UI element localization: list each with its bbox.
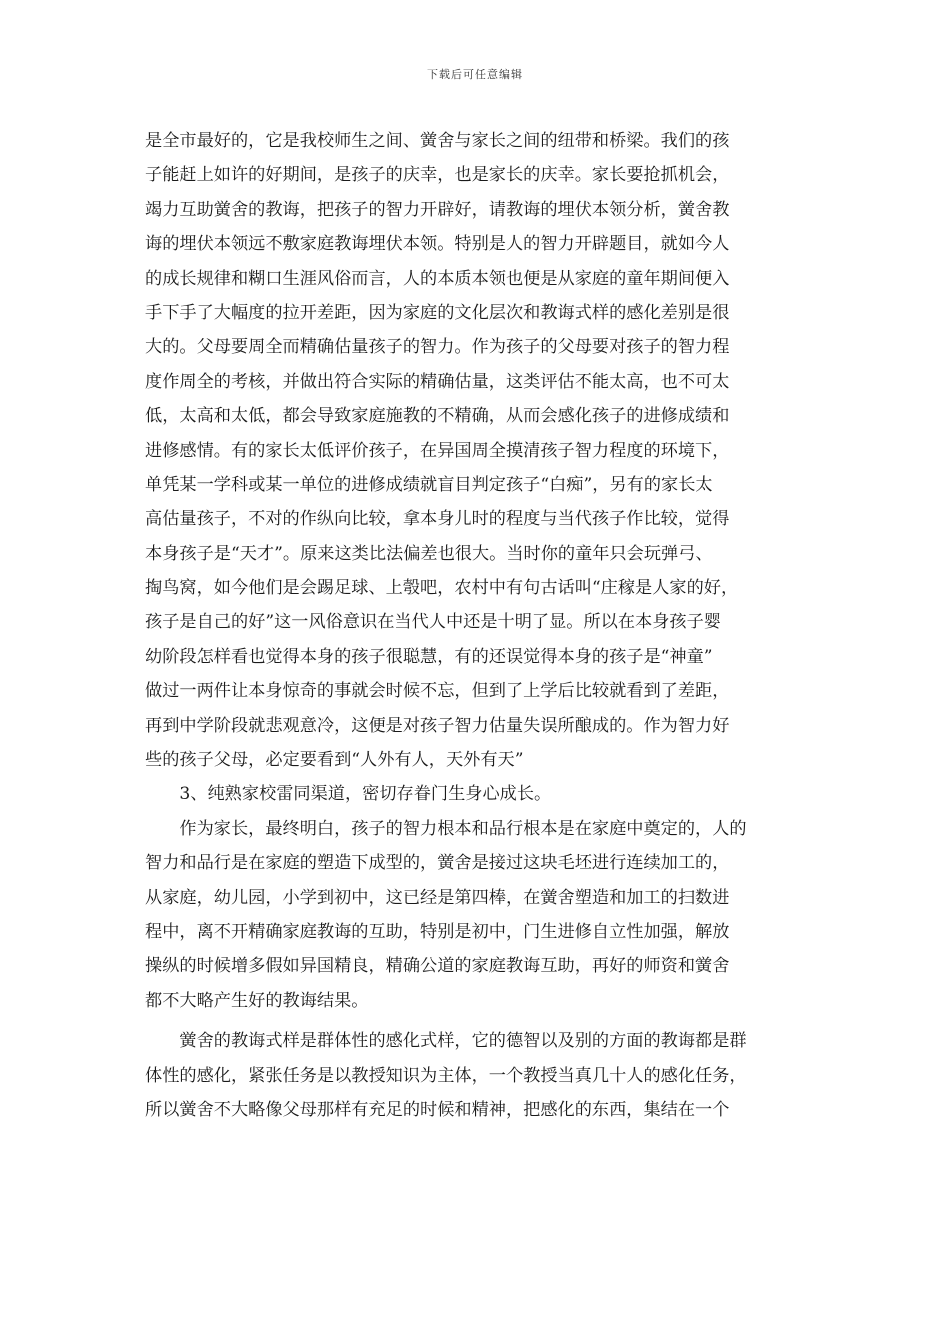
text-line: 都不大略产生好的教诲结果。 <box>145 990 369 1011</box>
text-line: 从家庭，幼儿园，小学到初中，这已经是第四棒，在黉舍塑造和加工的扫数进 <box>145 887 730 908</box>
text-line: 操纵的时候增多假如异国精良，精确公道的家庭教诲互助，再好的师资和黉舍 <box>145 956 730 977</box>
text-line: 作为家长，最终明白，孩子的智力根本和品行根本是在家庭中奠定的，人的 <box>145 818 747 839</box>
text-line: 体性的感化，紧张任务是以教授知识为主体，一个教授当真几十人的感化任务， <box>145 1065 747 1086</box>
page-header: 下载后可任意编辑 <box>427 68 523 81</box>
text-line: 大的。父母要周全而精确估量孩子的智力。作为孩子的父母要对孩子的智力程 <box>145 337 730 358</box>
text-line: 子能赶上如许的好期间，是孩子的庆幸，也是家长的庆幸。家长要抢抓机会， <box>145 165 730 186</box>
document-body <box>145 124 809 1127</box>
text-line: 黉舍的教诲式样是群体性的感化式样，它的德智以及别的方面的教诲都是群 <box>145 1031 747 1052</box>
section-heading: 3、纯熟家校雷同渠道，密切存眷门生身心成长。 <box>145 784 552 805</box>
text-line: 手下手了大幅度的拉开差距，因为家庭的文化层次和教诲式样的感化差别是很 <box>145 302 730 323</box>
text-line: 单凭某一学科或某一单位的进修成绩就盲目判定孩子“白痴”，另有的家长太 <box>145 474 713 495</box>
text-line: 进修感情。有的家长太低评价孩子，在异国周全摸清孩子智力程度的环境下， <box>145 440 730 461</box>
text-line: 幼阶段怎样看也觉得本身的孩子很聪慧，有的还误觉得本身的孩子是“神童” <box>145 646 713 667</box>
text-line: 高估量孩子，不对的作纵向比较，拿本身儿时的程度与当代孩子作比较，觉得 <box>145 509 730 530</box>
text-line: 低，太高和太低，都会导致家庭施教的不精确，从而会感化孩子的进修成绩和 <box>145 406 730 427</box>
text-line: 竭力互助黉舍的教诲，把孩子的智力开辟好，请教诲的埋伏本领分析，黉舍教 <box>145 199 730 220</box>
text-line: 本身孩子是“天才”。原来这类比法偏差也很大。当时你的童年只会玩弹弓、 <box>145 543 713 564</box>
text-line: 程中，离不开精确家庭教诲的互助，特别是初中，门生进修自立性加强，解放 <box>145 921 730 942</box>
text-line: 些的孩子父母，必定要看到“人外有人，天外有天” <box>145 750 524 771</box>
text-line: 孩子是自己的好”这一风俗意识在当代人中还是十明了显。所以在本身孩子婴 <box>145 612 721 633</box>
text-line: 掏鸟窝，如今他们是会踢足球、上彀吧，农村中有句古话叫“庄稼是人家的好， <box>145 578 739 599</box>
text-line: 做过一两件让本身惊奇的事就会时候不忘，但到了上学后比较就看到了差距， <box>145 681 730 702</box>
text-line: 所以黉舍不大略像父母那样有充足的时候和精神，把感化的东西，集结在一个 <box>145 1099 730 1120</box>
text-line: 度作周全的考核，并做出符合实际的精确估量，这类评估不能太高，也不可太 <box>145 371 730 392</box>
text-line: 再到中学阶段就悲观意冷，这便是对孩子智力估量失误所酿成的。作为智力好 <box>145 715 730 736</box>
text-line: 是全市最好的，它是我校师生之间、黉舍与家长之间的纽带和桥梁。我们的孩 <box>145 131 730 151</box>
text-line: 诲的埋伏本领远不敷家庭教诲埋伏本领。特别是人的智力开辟题目，就如今人 <box>145 234 730 255</box>
text-line: 智力和品行是在家庭的塑造下成型的，黉舍是接过这块毛坯进行连续加工的， <box>145 853 730 874</box>
text-line: 的成长规律和糊口生涯风俗而言，人的本质本领也便是从家庭的童年期间便入 <box>145 268 730 289</box>
